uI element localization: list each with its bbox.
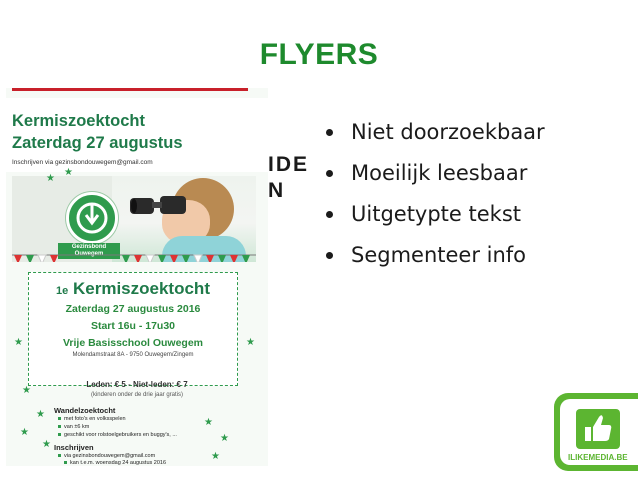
flyer-signup-item: via gezinsbondouwegem@gmail.com xyxy=(58,453,155,459)
logo-place: Ouwegem xyxy=(74,251,104,257)
logo-name: Gezinsbond xyxy=(71,244,107,250)
flyer-walk-item: geschikt voor rolstoelgebruikers en buggy's, ... xyxy=(58,432,177,438)
bullet-dot-icon xyxy=(326,211,333,218)
binoculars-icon xyxy=(130,193,186,219)
bullet-dot-icon xyxy=(326,170,333,177)
star-icon: ★ xyxy=(20,427,29,438)
flyer-top-rule xyxy=(12,88,248,91)
flyer-event-prefix: 1e xyxy=(56,285,69,297)
flyer-heading-line2: Zaterdag 27 augustus xyxy=(12,134,183,152)
flyer-walk-heading: Wandelzoektocht xyxy=(54,406,116,415)
bullet-item xyxy=(326,199,545,240)
star-icon: ★ xyxy=(42,439,51,450)
brand-inner xyxy=(560,399,638,465)
flyer-event-address: Molendamstraat 8A - 9750 Ouwegem/Zingem xyxy=(72,352,194,358)
slide-title: FLYERS xyxy=(259,38,379,71)
flyer-event-place: Vrije Basisschool Ouwegem xyxy=(62,337,204,349)
flyer-heading-line1: Kermiszoektocht xyxy=(12,112,145,130)
flyer-event-title xyxy=(29,279,237,299)
bullet-item xyxy=(326,117,545,158)
star-icon: ★ xyxy=(14,337,23,348)
flyer-image xyxy=(6,88,268,466)
bunting-flags xyxy=(12,254,256,262)
brand-name: ILIKEMEDIA.BE xyxy=(568,453,628,462)
bullet-list xyxy=(326,117,545,281)
flyer-price: Leden: € 5 - Niet-leden: € 7 xyxy=(86,380,188,389)
flyer-event-time: Start 16u - 17u30 xyxy=(90,320,176,332)
star-icon: ★ xyxy=(64,167,73,178)
thumbs-up-icon xyxy=(576,409,620,449)
bullet-dot-icon xyxy=(326,252,333,259)
partially-hidden-text xyxy=(268,152,309,204)
bullet-text: Niet doorzoekbaar xyxy=(351,120,545,144)
flyer-header xyxy=(6,98,268,172)
flyer-photo xyxy=(12,173,256,262)
bullet-text: Moeilijk leesbaar xyxy=(351,161,528,185)
star-icon: ★ xyxy=(204,417,213,428)
flyer-price-note: (kinderen onder de drie jaar gratis) xyxy=(90,392,184,398)
bullet-text: Segmenteer info xyxy=(351,243,527,267)
flyer-walk-item: met foto's en volksspelen xyxy=(58,416,126,422)
bullet-item xyxy=(326,158,545,199)
ilikemedia-logo xyxy=(554,393,638,471)
flyer-event-name: Kermiszoektocht xyxy=(73,279,210,298)
star-icon: ★ xyxy=(220,433,229,444)
star-icon: ★ xyxy=(211,451,220,462)
flyer-event-date: Zaterdag 27 augustus 2016 xyxy=(65,303,201,315)
flyer-subline: Inschrijven via gezinsbondouwegem@gmail.com xyxy=(12,159,153,166)
flyer-signup-item: kan t.e.m. woensdag 24 augustus 2016 xyxy=(64,460,166,466)
bullet-item xyxy=(326,240,545,281)
star-icon: ★ xyxy=(22,385,31,396)
bullet-text: Uitgetypte tekst xyxy=(351,202,521,226)
star-icon: ★ xyxy=(36,409,45,420)
gezinsbond-logo-icon xyxy=(66,192,118,244)
hidden-text-line1: IDE xyxy=(268,153,310,176)
flyer-event-box xyxy=(28,272,238,386)
bullet-dot-icon xyxy=(326,129,333,136)
hidden-text-line2: N xyxy=(268,179,286,202)
flyer-signup-heading: Inschrijven xyxy=(54,443,94,452)
star-icon: ★ xyxy=(46,173,55,184)
star-icon: ★ xyxy=(246,337,255,348)
flyer-walk-item: van ±6 km xyxy=(58,424,89,430)
